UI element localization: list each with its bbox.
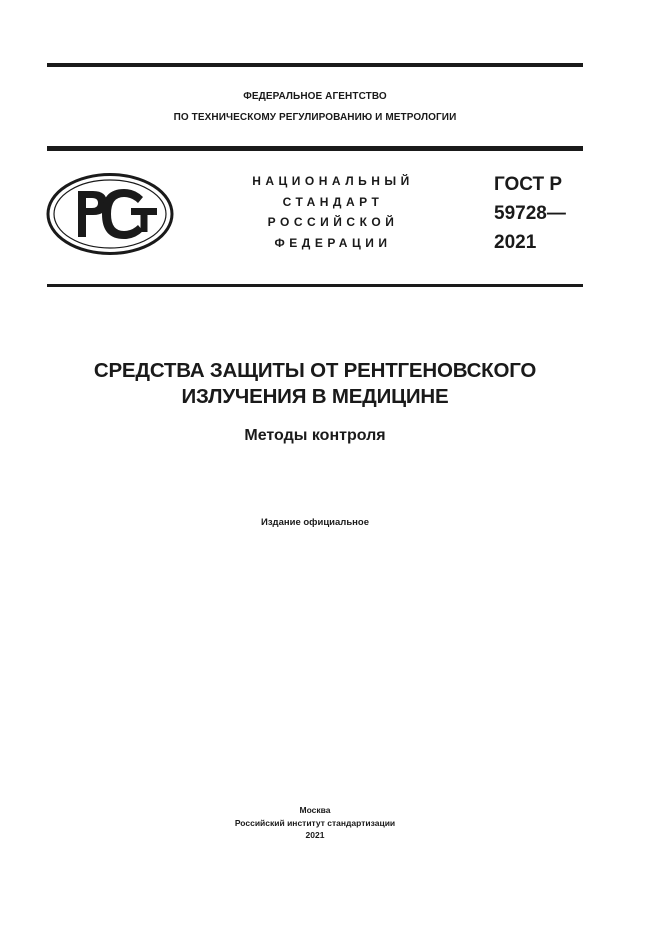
title-line: ИЗЛУЧЕНИЯ В МЕДИЦИНЕ <box>181 385 449 408</box>
document-subtitle: Методы контроля <box>244 427 386 444</box>
standard-designation <box>494 170 566 257</box>
middle-rule <box>47 146 583 151</box>
rst-certification-mark-icon <box>45 172 175 256</box>
edition-note: Издание официальное <box>261 517 369 528</box>
designation-line: 2021 <box>494 232 537 253</box>
standard-type-line: РОССИЙСКОЙ <box>267 215 399 229</box>
bottom-rule <box>47 284 583 287</box>
imprint-publisher: Российский институт стандартизации <box>234 817 396 828</box>
agency-name-line-2: ПО ТЕХНИЧЕСКОМУ РЕГУЛИРОВАНИЮ И МЕТРОЛОГИИ <box>173 112 457 123</box>
top-rule <box>47 63 583 67</box>
document-title <box>47 358 583 410</box>
designation-line: ГОСТ Р <box>494 174 563 195</box>
agency-name-line-1: ФЕДЕРАЛЬНОЕ АГЕНТСТВО <box>243 91 387 102</box>
standard-type-line: НАЦИОНАЛЬНЫЙ <box>252 174 414 188</box>
imprint-year: 2021 <box>305 830 325 840</box>
title-line: СРЕДСТВА ЗАЩИТЫ ОТ РЕНТГЕНОВСКОГО <box>93 359 537 382</box>
imprint <box>47 804 583 842</box>
imprint-city: Москва <box>299 805 331 815</box>
standard-type-line: СТАНДАРТ <box>282 194 384 209</box>
standard-type-block <box>228 171 438 253</box>
designation-line: 59728— <box>494 203 566 224</box>
standard-type-line: ФЕДЕРАЦИИ <box>274 235 392 250</box>
